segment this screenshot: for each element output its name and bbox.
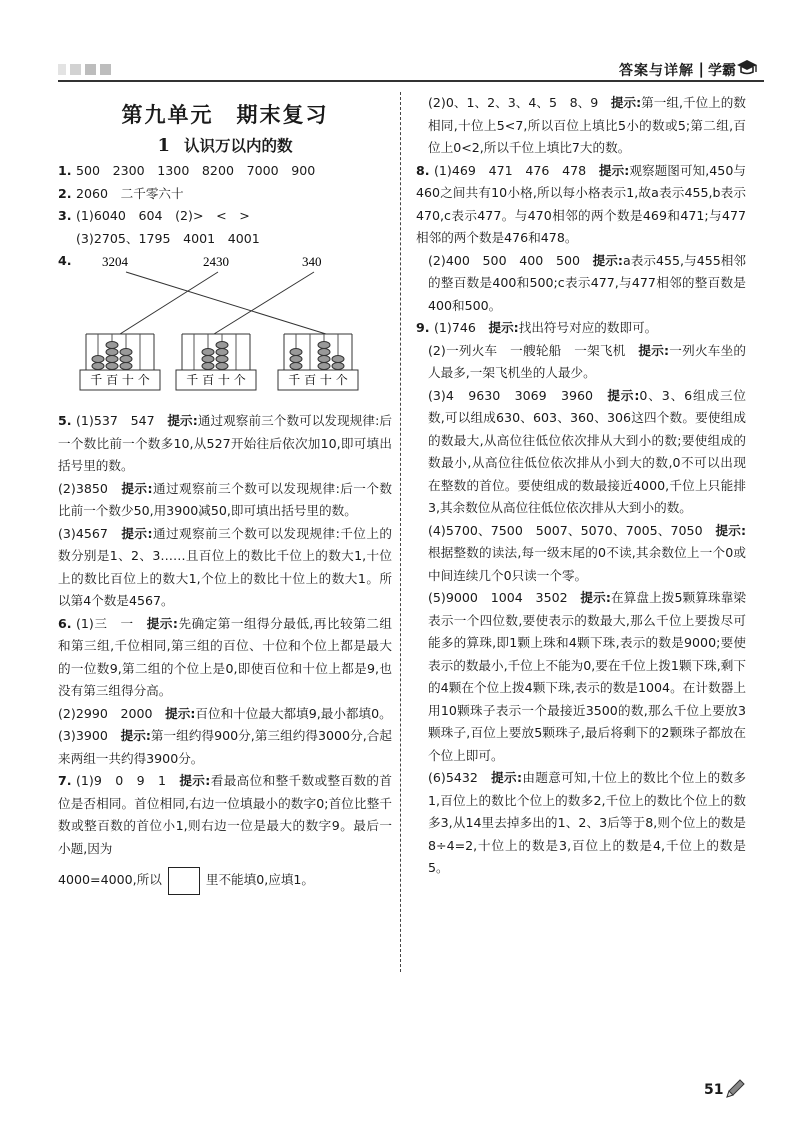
answer-text: (2)400 500 400 500	[428, 252, 593, 268]
answer-5	[58, 410, 392, 478]
hint-label: 提示:	[715, 522, 747, 538]
section-title	[58, 132, 392, 160]
answer-blank-box	[168, 867, 200, 895]
answer-text: a表示455,与455相邻的整百数是400和500;c表示477,与477相邻的整百数是400和500。	[428, 252, 747, 313]
answer-8-part2	[416, 250, 746, 318]
answer-9	[416, 317, 746, 340]
answer-text: (2)0、1、2、3、4、5 8、9	[428, 95, 611, 110]
header-decoration	[58, 64, 111, 75]
section-title-text: 认识万以内的数	[184, 137, 293, 155]
counter-2	[176, 334, 256, 390]
header-separator: |	[698, 60, 704, 78]
answer-6-part1	[58, 616, 392, 699]
answer-text: (2)一列火车 一艘轮船 一架飞机	[428, 342, 639, 358]
answer-text: 百位和十位最大都填9,最小都填0。	[195, 705, 392, 721]
answer-text: (1)469 471 476 478	[434, 162, 599, 178]
answer-7-part1	[58, 773, 392, 856]
question-number: 1.	[58, 163, 72, 178]
question-number: 4.	[58, 253, 72, 268]
hint-label: 提示:	[179, 773, 211, 788]
answer-text: (4)5700、7500 5007、5070、7005、7050	[428, 522, 716, 538]
answer-text: 在算盘上拨5颗算珠靠梁表示一个四位数,要使表示的数最大,那么千位上要拨尽可能多的算珠,即1颗上珠和4颗下珠,表示的数是9000;要使表示的数最小,千位上不能为0,要在千位上拨1颗下珠,剩下的4颗在个位上拨4颗下珠,表示的数是1004。在计数器上用10颗珠子表示一个最接近3500的数,那么千位上要放3颗珠子,百位上要放5颗珠子,最后将剩下的2颗珠子都放在个位上即可。	[428, 590, 747, 763]
unit-title: 第九单元 期末复习	[121, 102, 329, 127]
answer-text: 0、3、6组成三位数,可以组成630、603、360、306这四个数。要使组成的数最大,从高位往低位依次排从大到小的数;要使组成的数最小,从高位往低位依次排从小到大的数,0不可以出现在整数的首位。要使组成的数最接近4000,千位上只能排3,其余数位从高位往低位依次排从大到小的数。	[428, 387, 746, 515]
answer-text: (2)3850	[58, 480, 122, 496]
answer-9-part1	[434, 320, 657, 335]
header-brand: 学霸	[708, 63, 736, 79]
answer-text: 根据整数的读法,每一级末尾的0不读,其余数位上一个0或中间连续几个0只读一个零。	[428, 545, 746, 583]
answer-text: 500 2300 1300 8200 7000 900	[76, 163, 316, 178]
hint-label: 提示:	[167, 413, 198, 428]
header-title: 答案与详解	[619, 63, 694, 79]
answer-5-part2	[58, 478, 392, 523]
answer-9-part2	[416, 340, 746, 385]
answer-9-part3	[416, 385, 746, 520]
section-number: 1	[157, 135, 170, 156]
answer-text: 第一组约得900分,第三组约得3000分,合起来两组一共约得3900分。	[58, 728, 392, 766]
column-divider	[400, 92, 401, 972]
match-line-340	[214, 272, 314, 334]
page-number: 51	[704, 1082, 724, 1098]
header-rule	[58, 80, 764, 82]
answer-text: (1)537 547	[76, 413, 168, 428]
answer-text: (5)9000 1004 3502	[428, 590, 581, 605]
place-label-2: 千 百 十 个	[186, 373, 246, 387]
answer-text: (1)9 0 9 1	[76, 773, 180, 788]
answer-3	[58, 205, 392, 228]
question-number: 9.	[416, 320, 430, 335]
hint-label: 提示:	[120, 728, 151, 743]
answer-6-part3	[58, 725, 392, 770]
answer-text: (3)4567	[58, 525, 122, 541]
number-340: 340	[302, 254, 322, 269]
answer-4-diagram	[58, 250, 392, 410]
pencil-icon	[724, 1078, 746, 1100]
hint-label: 提示:	[146, 615, 178, 631]
right-column	[416, 92, 746, 880]
place-label-3: 千 百 十 个	[288, 373, 348, 387]
place-label-1: 千 百 十 个	[90, 373, 150, 387]
number-2430: 2430	[203, 254, 229, 269]
answer-text: 找出符号对应的数即可。	[518, 320, 658, 335]
answer-2	[58, 183, 392, 206]
answer-text: 通过观察前三个数可以发现规律:后一个数比前一个数少50,用3900减50,即可填出括号里的数。	[58, 480, 392, 518]
answer-7	[58, 770, 392, 860]
hint-label: 提示:	[607, 387, 640, 403]
counter-3	[278, 334, 358, 390]
hint-label: 提示:	[121, 480, 153, 496]
answer-text: 先确定第一组得分最低,再比较第二组和第三组,千位相同,第三组的百位、十位和个位上都是最大的一位数9,第二组的个位上是0,即使百位和十位上都是9,也没有第三组得分高。	[58, 615, 392, 698]
match-line-2430	[120, 272, 218, 334]
answer-text: 观察题图可知,450与460之间共有10小格,所以每小格表示1,故a表示455,b表示470,c表示477。与470相邻的两个数是469和471;与477相邻的两个数是476和478。	[416, 162, 746, 245]
counter-1	[80, 334, 160, 390]
answer-text: (1)746	[434, 320, 489, 335]
question-number: 2.	[58, 185, 72, 201]
matching-diagram	[58, 250, 392, 410]
hint-label: 提示:	[610, 95, 642, 110]
question-number: 3.	[58, 208, 72, 223]
hint-label: 提示:	[165, 705, 196, 721]
hint-label: 提示:	[592, 252, 623, 268]
answer-3-part3: (3)2705、1795 4001 4001	[76, 230, 260, 246]
answer-text: (2)2990 2000	[58, 705, 166, 721]
answer-text: 通过观察前三个数可以发现规律:后一个数比前一个数多10,从527开始往后依次加10,即可填出括号里的数。	[58, 413, 392, 473]
answer-9-part4	[416, 520, 746, 588]
answer-text: (1)三 一	[76, 615, 147, 631]
answer-5-part1	[58, 413, 392, 473]
answer-7-conclusion	[58, 864, 392, 896]
left-column	[58, 92, 392, 896]
match-line-3204	[126, 272, 326, 334]
question-number: 5.	[58, 413, 72, 428]
answer-6	[58, 613, 392, 703]
answer-text: 第一组,千位上的数相同,十位上5<7,所以百位上填比5小的数或5;第二组,百位上0<2,所以千位上填比7大的数。	[428, 95, 746, 155]
hint-label: 提示:	[488, 320, 519, 335]
answer-7-part2	[416, 92, 746, 160]
answer-1	[58, 160, 392, 183]
answer-9-part5	[416, 587, 746, 767]
number-3204: 3204	[102, 254, 128, 269]
answer-text: 看最高位和整千数或整百数的首位是否相同。首位相同,右边一位填最小的数字0;首位比整千数或整百数的首位小1,则右边一位是最大的数字9。最后一小题,因为	[58, 773, 392, 856]
answer-text: (3)3900	[58, 728, 121, 743]
hint-label: 提示:	[491, 770, 523, 785]
question-number: 6.	[58, 615, 72, 631]
question-number: 7.	[58, 773, 72, 788]
answer-6-part2	[58, 703, 392, 726]
answer-text: (3)4 9630 3069 3960	[428, 387, 608, 403]
question-number: 8.	[416, 162, 430, 178]
answer-7-text-a: 4000=4000,所以	[58, 872, 162, 887]
answer-5-part3	[58, 523, 392, 613]
answer-8	[416, 160, 746, 250]
hint-label: 提示:	[598, 162, 630, 178]
answer-text: 一列火车坐的人最多,一架飞机坐的人最少。	[428, 342, 747, 380]
page-header	[36, 56, 764, 86]
hint-label: 提示:	[121, 525, 153, 541]
answer-text: 2060 二千零六十	[76, 185, 184, 201]
hint-label: 提示:	[638, 342, 670, 358]
answer-text: (6)5432	[428, 770, 492, 785]
hint-label: 提示:	[580, 590, 611, 605]
answer-9-part6	[416, 767, 746, 880]
answer-8-part1	[416, 163, 746, 246]
graduation-cap-icon	[736, 56, 758, 78]
answer-7-text-b: 里不能填0,应填1。	[205, 872, 315, 887]
answer-text: 通过观察前三个数可以发现规律:千位上的数分别是1、2、3……且百位上的数比千位上的数大1,十位上的数比百位上的数大1,个位上的数比十位上的数大1。所以第4个数是4567。	[58, 525, 392, 608]
answer-text: (1)6040 604 (2)> < >	[76, 208, 250, 223]
answer-text: 由题意可知,十位上的数比个位上的数多1,百位上的数比个位上的数多2,千位上的数比个位上的数多3,从14里去掉多出的1、2、3后等于8,则个位上的数是8÷4=2,十位上的数是3,百位上的数是4,千位上的数是5。	[428, 770, 746, 875]
